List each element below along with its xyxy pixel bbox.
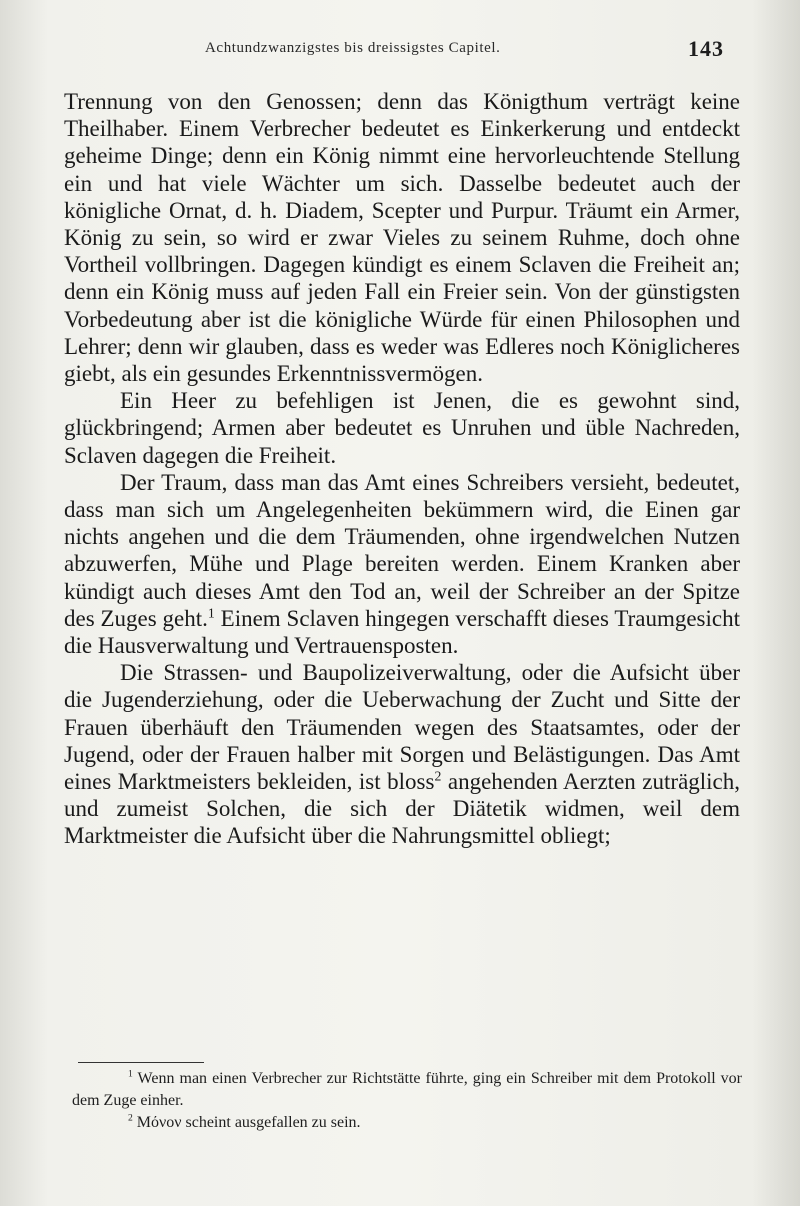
- page-number: 143: [688, 36, 724, 61]
- footnote-2-mark: 2: [128, 1112, 133, 1124]
- footnote-1-text: Wenn man einen Verbrecher zur Richtstätte führte, ging ein Schreiber mit dem Protokoll vor dem Zuge einher.: [72, 1070, 742, 1109]
- footnote-2-text: Μόνον scheint ausgefallen zu sein.: [136, 1114, 361, 1131]
- footnote-1: [72, 1068, 742, 1112]
- footnote-1-mark: 1: [128, 1068, 133, 1080]
- paragraph-3-cont: Einem Sclaven hingegen verschafft dieses Traumgesicht die Hausverwaltung und Vertrauensposten.: [64, 605, 740, 659]
- footnote-ref-1: 1: [207, 605, 215, 621]
- paragraph-4-cont: angehenden Aerzten zuträglich, und zumeist Solchen, die sich der Diätetik widmen, weil dem Marktmeister die Aufsicht über die Nahrungsmittel obliegt;: [64, 769, 741, 849]
- paragraph-3: [64, 469, 740, 659]
- paragraph-4: [64, 659, 740, 849]
- main-text: [64, 88, 740, 850]
- page-header: [0, 36, 800, 70]
- paragraph-3-text: Der Traum, dass man das Amt eines Schreibers versieht, bedeutet, dass man sich um Angelegenheiten bekümmern wird, die Einen gar nichts angehen und die dem Träumenden, ohne irgendwelchen Nutzen abzuwerfen, Mühe und Plage bereiten werden. Einem Kranken aber kündigt auch dieses Amt den Tod an, weil der Schreiber an der Spitze des Zuges geht.: [64, 469, 740, 631]
- paragraph-1: Trennung von den Genossen; denn das Königthum verträgt keine Theilhaber. Einem Verbrecher bedeutet es Einkerkerung und entdeckt geheime Dinge; denn ein König nimmt eine hervorleuchtende Stellung ein und hat viele Wächter um sich. Dasselbe bedeutet auch der königliche Ornat, d. h. Diadem, Scepter und Purpur. Träumt ein Armer, König zu sein, so wird er zwar Vieles zu seinem Ruhme, doch ohne Vortheil vollbringen. Dagegen kündigt es einem Sclaven die Freiheit an; denn ein König muss auf jeden Fall ein Freier sein. Von der günstigsten Vorbedeutung aber ist die königliche Würde für einen Philosophen und Lehrer; denn wir glauben, dass es weder was Edleres noch Königlicheres giebt, als ein gesundes Erkenntnissvermögen.: [64, 89, 740, 387]
- footnote-divider: [78, 1062, 204, 1063]
- running-head: Achtundzwanzigstes bis dreissigstes Capitel.: [205, 40, 501, 56]
- footnote-2: [72, 1112, 742, 1134]
- paragraph-2: Ein Heer zu befehligen ist Jenen, die es gewohnt sind, glückbringend; Armen aber bedeutet es Unruhen und üble Nachreden, Sclaven dagegen die Freiheit.: [64, 388, 740, 468]
- paragraph-4-text: Die Strassen- und Baupolizeiverwaltung, oder die Aufsicht über die Jugenderziehung, oder die Ueberwachung der Zucht und Sitte der Frauen überhäuft den Träumenden wegen des Staatsamtes, oder der Jugend, oder der Frauen halber mit Sorgen und Belästigungen. Das Amt eines Marktmeisters bekleiden, ist bloss: [64, 660, 740, 795]
- footnotes: [72, 1068, 742, 1134]
- footnote-ref-2: 2: [434, 768, 442, 784]
